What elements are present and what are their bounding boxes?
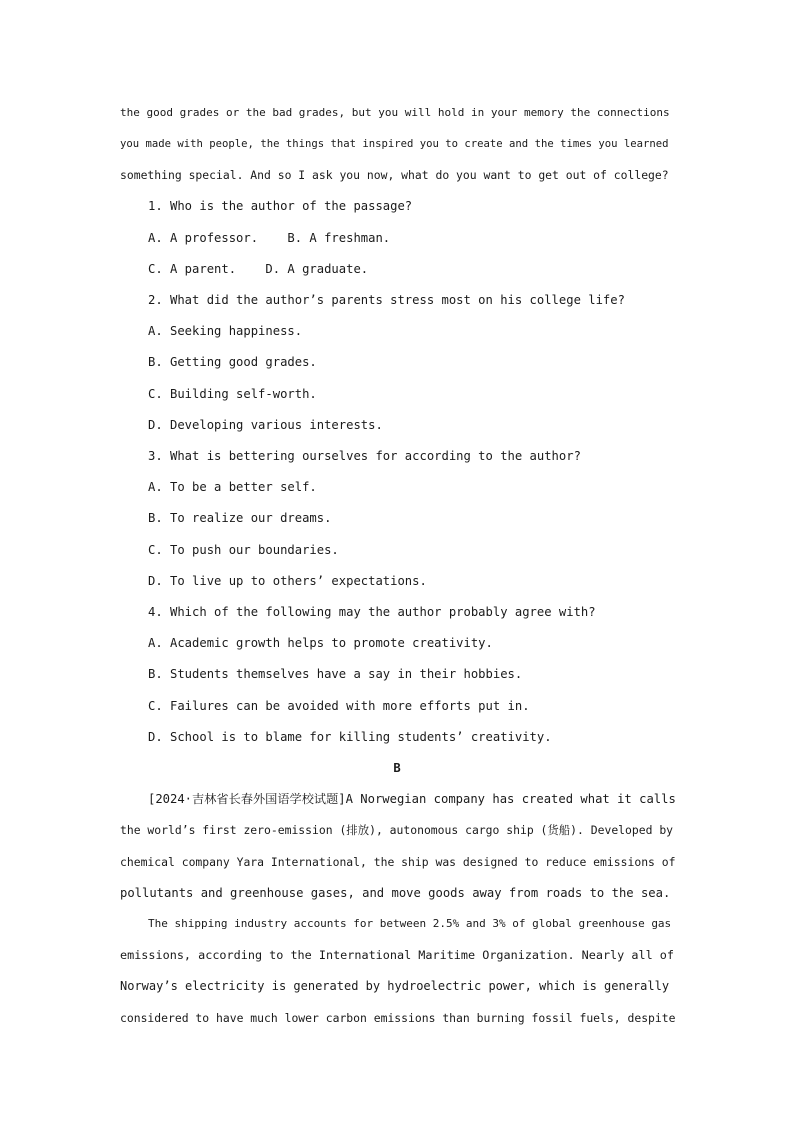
question-1-stem: 1. Who is the author of the passage? <box>148 199 413 213</box>
question-2-stem: 2. What did the author’s parents stress most on his college life? <box>148 293 625 307</box>
section-b-paragraph-2-line-4: considered to have much lower carbon emissions than burning fossil fuels, despite <box>120 1011 676 1025</box>
section-b-heading: B <box>393 761 401 775</box>
section-b-paragraph-1-line-2: the world’s first zero-emission (排放), autonomous cargo ship (货船). Developed by <box>120 823 674 837</box>
question-1-options-ab: A. A professor. B. A freshman. <box>148 231 391 245</box>
question-3-option-a: A. To be a better self. <box>148 480 317 494</box>
question-4-option-a: A. Academic growth helps to promote creativity. <box>148 636 493 650</box>
question-2-option-a: A. Seeking happiness. <box>148 324 303 338</box>
question-2-option-d: D. Developing various interests. <box>148 418 383 432</box>
question-2-option-c: C. Building self-worth. <box>148 387 317 401</box>
section-b-paragraph-1-line-3: chemical company Yara International, the ship was designed to reduce emissions of <box>120 855 676 869</box>
section-b-paragraph-1-line-1: [2024·吉林省长春外国语学校试题]A Norwegian company has created what it calls <box>148 792 676 806</box>
question-1-options-cd: C. A parent. D. A graduate. <box>148 262 369 276</box>
question-3-stem: 3. What is bettering ourselves for according to the author? <box>148 449 581 463</box>
section-b-paragraph-2-line-1: The shipping industry accounts for between 2.5% and 3% of global greenhouse gas <box>148 917 672 930</box>
question-2-option-b: B. Getting good grades. <box>148 355 317 369</box>
section-b-paragraph-2-line-3: Norway’s electricity is generated by hydroelectric power, which is generally <box>120 979 670 993</box>
question-3-option-c: C. To push our boundaries. <box>148 543 339 557</box>
passage-a-line-3: something special. And so I ask you now, what do you want to get out of college? <box>120 168 669 182</box>
question-4-option-b: B. Students themselves have a say in their hobbies. <box>148 667 523 681</box>
passage-a-line-2: you made with people, the things that inspired you to create and the times you learned <box>120 138 669 150</box>
question-3-option-b: B. To realize our dreams. <box>148 511 332 525</box>
question-4-option-c: C. Failures can be avoided with more efforts put in. <box>148 699 530 713</box>
passage-a-line-1: the good grades or the bad grades, but you will hold in your memory the connections <box>120 106 670 119</box>
section-b-paragraph-2-line-2: emissions, according to the International Maritime Organization. Nearly all of <box>120 948 674 962</box>
question-4-option-d: D. School is to blame for killing students’ creativity. <box>148 730 552 744</box>
section-b-paragraph-1-line-4: pollutants and greenhouse gases, and move goods away from roads to the sea. <box>120 886 671 900</box>
question-3-option-d: D. To live up to others’ expectations. <box>148 574 427 588</box>
question-4-stem: 4. Which of the following may the author probably agree with? <box>148 605 596 619</box>
